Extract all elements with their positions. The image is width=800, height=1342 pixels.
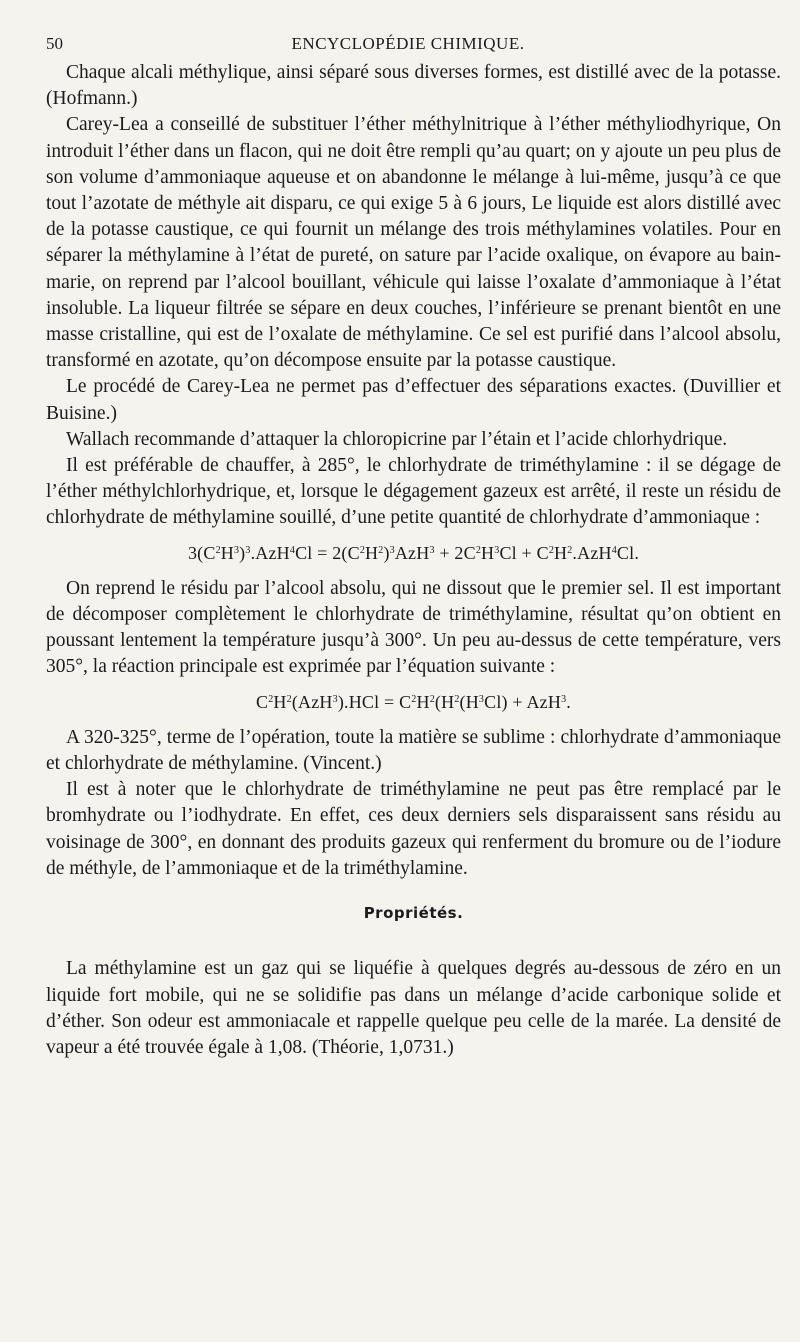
paragraph: On reprend le résidu par l’alcool absolu, qui ne dissout que le premier sel. Il est important de décomposer complètement le chlorhydrate de triméthylamine, résultat qu’on obtient en poussant lentement la température jusqu’à 300°. Un peu au-dessus de cette température, vers 305°, la réaction principale est exprimée par l’équation suivante :: [46, 577, 781, 678]
paragraph: Il est préférable de chauffer, à 285°, le chlorhydrate de triméthylamine : il se dégage de l’éther méthylchlorhydrique, et, lorsque le dégagement gazeux est arrêté, il reste un résidu de chlorhydrate de méthylamine souillé, d’une petite quantité de chlorhydrate d’ammoniaque :: [46, 455, 781, 529]
page-number: 50: [46, 34, 63, 53]
paragraph: Le procédé de Carey-Lea ne permet pas d’effectuer des séparations exactes. (Duvillier et Buisine.): [46, 376, 781, 424]
paragraph: Carey-Lea a conseillé de substituer l’éther méthylnitrique à l’éther méthyliodhyrique, On introduit l’éther dans un flacon, qui ne doit être rempli qu’au quart; on y ajoute un peu plus de son volume d’ammoniaque aqueuse et on abandonne le mélange à lui-même, jusqu’à ce que tout l’azotate de méthyle ait disparu, ce qui exige 5 à 6 jours, Le liquide est alors distillé avec de la potasse caustique, ce qui fournit un mélange des trois méthylamines volatiles. Pour en séparer la méthylamine à l’état de pureté, on sature par l’acide oxalique, on évapore au bain-marie, on reprend par l’alcool bouillant, véhicule qui laisse l’oxalate d’ammoniaque à l’état insoluble. La liqueur filtrée se sépare en deux couches, l’inférieure se prenant bientôt en une masse cristalline, qui est de l’oxalate de méthylamine. Ce sel est purifié dans l’alcool absolu, transformé en azotate, qu’on décompose ensuite par la potasse caustique.: [46, 114, 781, 372]
chemical-equation: $3(C^2H^3)^3.AzH^4Cl = 2(C^2H^2)^3AzH^3 + 2C^2H^3Cl + C^2H^2.AzH^4Cl$.: [187, 542, 640, 563]
paragraph: Chaque alcali méthylique, ainsi séparé sous diverses formes, est distillé avec de la potasse. (Hofmann.): [46, 62, 781, 110]
running-head: [46, 34, 770, 56]
paragraph: A 320-325°, terme de l’opération, toute la matière se sublime : chlorhydrate d’ammoniaque et chlorhydrate de méthylamine. (Vincent.): [46, 726, 781, 775]
running-title: ENCYCLOPÉDIE CHIMIQUE.: [291, 34, 525, 53]
page-body: [46, 60, 781, 1061]
paragraph: La méthylamine est un gaz qui se liquéfie à quelques degrés au-dessous de zéro en un liquide fort mobile, qui ne se solidifie pas dans un mélange d’acide carbonique solide et d’éther. Son odeur est ammoniacale et rappelle quelque peu celle de la marée. La densité de vapeur a été trouvée égale à 1,08. (Théorie, 1,0731.): [46, 958, 781, 1058]
chemical-equation: $C^2H^2(AzH^3).HCl = C^2H^2(H^2(H^3Cl) + AzH^3$.: [256, 691, 571, 712]
section-heading: Propriétés.: [363, 904, 464, 923]
paragraph: Il est à noter que le chlorhydrate de triméthylamine ne peut pas être remplacé par le bromhydrate ou l’iodhydrate. En effet, ces deux derniers sels disparaissent sans résidu au voisinage de 300°, en donnant des produits gazeux qui renferment du bromure ou de l’iodure de méthyle, de l’ammoniaque et de la triméthylamine.: [46, 779, 781, 879]
paragraph: Wallach recommande d’attaquer la chloropicrine par l’étain et l’acide chlorhydrique.: [66, 428, 728, 450]
